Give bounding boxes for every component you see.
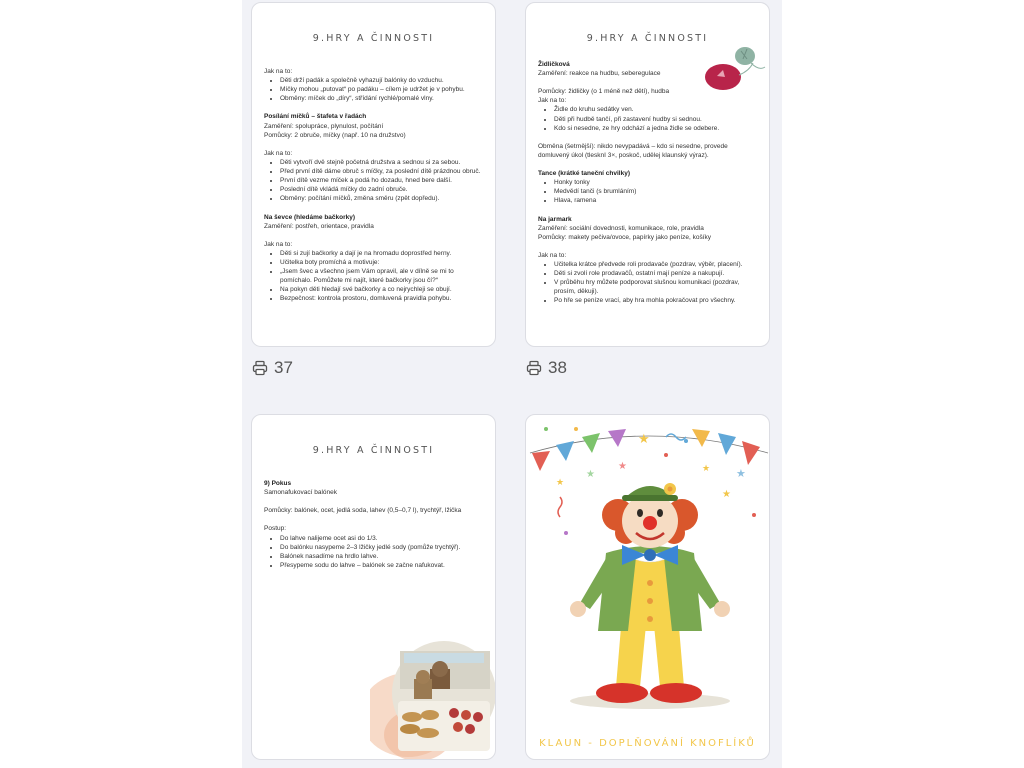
list-item: • Židle do kruhu sedátky ven. [554,105,759,114]
spacer [538,242,759,251]
list-item: • Obměny: míček do „díry“, střídání rychlé/pomalé vlny. [280,94,485,103]
section-heading: Židličková [538,61,570,68]
page-body [264,67,485,303]
text-line: Postup: [264,525,287,533]
bullet-list [264,534,485,570]
list-item: • Kdo si nesedne, ze hry odchází a jedna židle se odebere. [554,124,759,133]
svg-text:★: ★ [736,467,746,480]
spacer [264,515,485,524]
text-line: Jak na to: [264,149,293,157]
bullet-list [264,158,485,203]
text-line: Pomůcky: makety pečiva/ovoce, papírky jako peníze, košíky [538,233,712,241]
list-item: • Děti drží padák a společně vyhazují balónky do vzduchu. [280,76,485,85]
text-line: Pomůcky: židličky (o 1 méně než dětí), hudba [538,88,670,96]
spacer [538,206,759,215]
list-item: • Děti si zvolí role prodavačů, ostatní mají peníze a nakupují. [554,269,759,278]
text-line: Zaměření: reakce na hudbu, seberegulace [538,70,661,78]
list-item: • Učitelka krátce předvede roli prodavače (pozdrav, výběr, placení). [554,260,759,269]
list-item: • Obměny: počítání míčků, změna směru (zpět dopředu). [280,194,485,203]
list-item: • Učitelka boty promíchá a motivuje: [280,258,485,267]
text-line: Jak na to: [264,240,293,248]
section-heading: Na jarmark [538,215,572,223]
text-line: Zaměření: spolupráce, plynulost, počítání [264,122,384,130]
list-item: • Přesypeme sodu do lahve – balónek se začne nafukovat. [280,561,485,570]
spacer [538,133,759,142]
list-item: • Míčky mohou „putovat“ po padáku – cílem je udržet je v pohybu. [280,85,485,94]
svg-text:★: ★ [556,478,565,488]
page-body [538,60,759,306]
page-number-38 [526,358,567,378]
list-item: • Hlava, ramena [554,196,759,205]
list-item: • Honky tonky [554,178,759,187]
printer-icon[interactable] [252,360,268,376]
section-heading: Tance (krátké taneční chvilky) [538,170,631,178]
svg-text:★: ★ [638,432,650,447]
spacer [264,203,485,212]
svg-text:★: ★ [618,461,627,472]
page-40 [525,414,770,760]
list-item: • První dítě vezme míček a podá ho dozadu, hned bere další. [280,176,485,185]
page-caption: KLAUN - DOPLŇOVÁNÍ KNOFLÍKŮ [539,738,756,749]
list-item: • Děti si zují bačkorky a dají je na hromadu doprostřed herny. [280,249,485,258]
bullet-list [264,76,485,103]
balloon-illustration [701,43,767,93]
text-line: Samonafukovací balónek [264,489,337,497]
section-heading: Posílání míčků – štafeta v řadách [264,113,367,121]
clown-illustration [526,415,770,735]
page-number: 37 [274,358,293,377]
list-item: • Balónek nasadíme na hrdlo lahve. [280,552,485,561]
page-number: 38 [548,358,567,377]
list-item: • Medvědí tanči (s brumláním) [554,187,759,196]
list-item: • Do lahve nalijeme ocet asi do 1/3. [280,534,485,543]
text-line: Zaměření: sociální dovednosti, komunikace, role, pravidla [538,224,704,232]
bullet-list [538,260,759,305]
printer-icon[interactable] [526,360,542,376]
spacer [264,497,485,506]
list-item: • Do balónku nasypeme 2–3 lžičky jedlé sody (pomůže trychtýř). [280,543,485,552]
page-38 [525,2,770,347]
section-heading: Na ševce (hledáme bačkorky) [264,213,356,221]
text-line: Jak na to: [264,68,293,75]
list-item: • Před první dítě dáme obruč s míčky, za poslední dítě prázdnou obruč. [280,167,485,176]
svg-text:★: ★ [702,464,711,474]
text-line: Jak na to: [538,251,567,259]
bullet-list [538,105,759,132]
spacer [264,231,485,240]
text-line: Zaměření: postřeh, orientace, pravidla [264,222,374,230]
spacer [264,103,485,112]
page-viewer[interactable] [242,0,782,768]
page-title: 9.HRY A ČINNOSTI [312,445,435,456]
page-title: 9.HRY A ČINNOSTI [312,33,435,44]
list-item: • Poslední dítě vkládá míčky do zadní obruče. [280,185,485,194]
svg-text:★: ★ [586,469,595,480]
text-line: Obměna (šetrnější): nikdo nevypadává – kdo si nesedne, provede domluvený úkol (tlesknI 3×, poskoč, udělej klaunský výraz). [538,142,728,159]
page-body [264,479,485,570]
section-heading: 9) Pokus [264,480,292,487]
svg-text:★: ★ [722,489,731,500]
page-number-37 [252,358,293,378]
list-item: • V průběhu hry můžete podporovat slušnou komunikaci (pozdrav, prosím, děkuji). [554,278,759,296]
spacer [538,160,759,169]
list-item: • „Jsem švec a všechno jsem Vám opravil, ale v dílně se mi to pomíchalo. Pomůžete mi najít, které bačkorky jsou čí?“ [280,267,485,285]
text-line: Pomůcky: balónek, ocet, jedlá soda, lahev (0,5–0,7 l), trychtýř, lžička [264,507,462,515]
list-item: • Po hře se peníze vrací, aby hra mohla pokračovat pro všechny. [554,296,759,305]
page-37 [251,2,496,347]
market-illustration [370,629,496,760]
list-item: • Na pokyn děti hledají své bačkorky a co nejrychleji se obují. [280,285,485,294]
page-title: 9.HRY A ČINNOSTI [586,33,709,44]
text-line: Jak na to: [538,97,567,105]
list-item: • Bezpečnost: kontrola prostoru, domluvená pravidla pohybu. [280,294,485,303]
list-item: • Děti vytvoří dvě stejně početná družstva a sednou si za sebou. [280,158,485,167]
text-line: Pomůcky: 2 obruče, míčky (např. 10 na družstvo) [264,131,406,139]
bullet-list [538,178,759,205]
bullet-list [264,249,485,304]
page-39 [251,414,496,760]
list-item: • Děti při hudbě tančí, při zastavení hudby si sednou. [554,115,759,124]
spacer [264,140,485,149]
